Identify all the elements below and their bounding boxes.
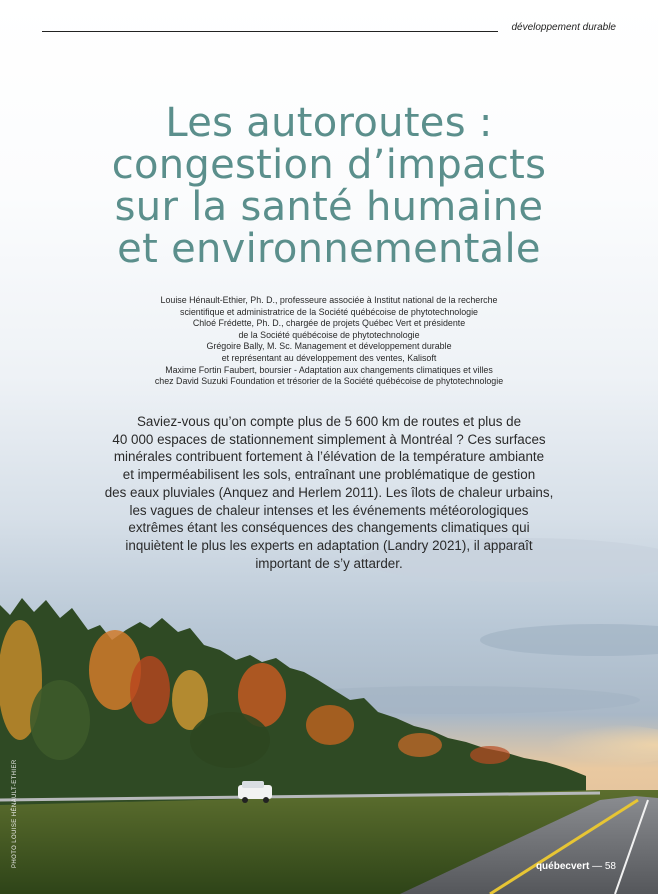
intro-line: minérales contribuent fortement à l’élévation de la température ambiante bbox=[113, 449, 545, 465]
author-line: Louise Hénault-Ethier, Ph. D., professeure associée à Institut national de la recherche bbox=[160, 295, 498, 305]
title-line: congestion d’impacts bbox=[111, 142, 547, 188]
intro-line: les vagues de chaleur intenses et les événements météorologiques bbox=[129, 502, 529, 518]
footer-separator: — bbox=[589, 861, 605, 872]
section-label: développement durable bbox=[511, 22, 616, 33]
author-line: Maxime Fortin Faubert, boursier - Adaptation aux changements climatiques et villes bbox=[165, 364, 493, 375]
author-line: scientifique et administratrice de la Société québécoise de phytotechnologie bbox=[180, 306, 478, 317]
author-line: Chloé Frédette, Ph. D., chargée de projets Québec Vert et présidente bbox=[192, 318, 466, 329]
title-line: et environnementale bbox=[117, 226, 541, 272]
title-line: Les autoroutes : bbox=[165, 100, 493, 146]
intro-line: des eaux pluviales (Anquez and Herlem 2011). Les îlots de chaleur urbains, bbox=[104, 484, 554, 500]
header-rule bbox=[42, 31, 498, 32]
intro-line: et imperméabilisent les sols, entraînant une problématique de gestion bbox=[122, 467, 536, 483]
footer-brand: québecvert bbox=[535, 861, 590, 872]
intro-line: Saviez-vous qu’on compte plus de 5 600 km de routes et plus de bbox=[136, 414, 522, 429]
page-number: 58 bbox=[604, 861, 616, 872]
title-line: sur la santé humaine bbox=[114, 184, 544, 230]
author-line: et représentant au développement des ventes, Kalisoft bbox=[221, 352, 437, 363]
author-credits bbox=[60, 295, 598, 388]
author-line: de la Société québécoise de phytotechnologie bbox=[238, 329, 420, 340]
intro-line: inquiètent le plus les experts en adaptation (Landry 2021), il apparaît bbox=[125, 537, 533, 553]
author-line: Grégoire Bally, M. Sc. Management et développement durable bbox=[206, 341, 452, 352]
intro-paragraph bbox=[70, 413, 588, 572]
intro-line: 40 000 espaces de stationnement simplement à Montréal ? Ces surfaces bbox=[112, 431, 546, 447]
article-title bbox=[20, 102, 638, 270]
intro-line: extrêmes étant les conséquences des changements climatiques qui bbox=[128, 520, 530, 536]
photo-credit: PHOTO LOUISE HÉNAULT-ETHIER bbox=[12, 759, 18, 868]
intro-line: important de s’y attarder. bbox=[255, 555, 403, 571]
author-line: chez David Suzuki Foundation et trésorier de la Société québécoise de phytotechnologie bbox=[154, 376, 504, 387]
page-footer bbox=[536, 861, 616, 872]
